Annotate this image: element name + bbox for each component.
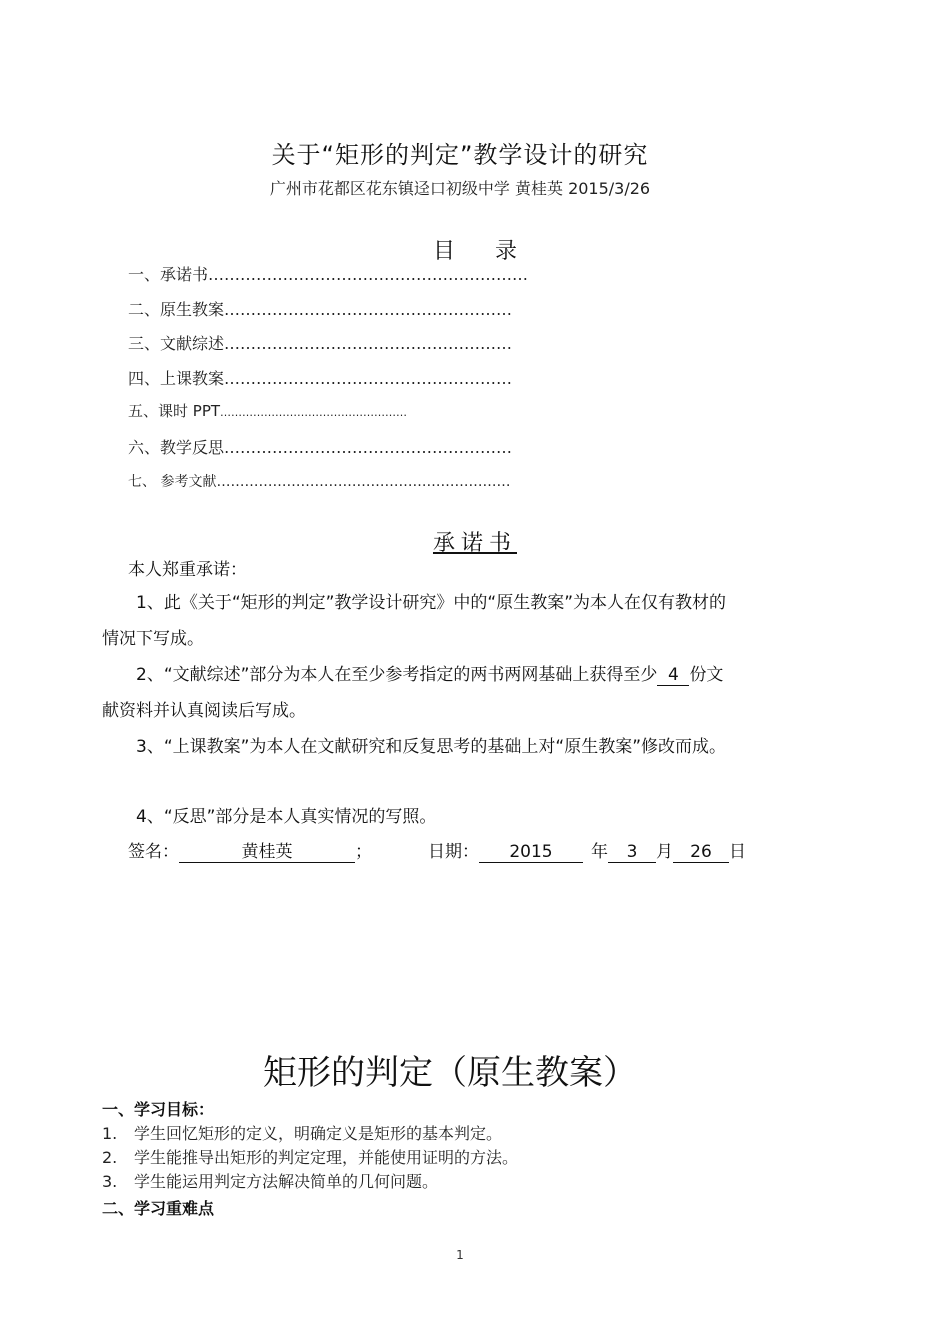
toc-item xyxy=(128,400,407,421)
date-month-unit: 月 xyxy=(656,842,673,862)
toc-item-dots: …………………………………………… xyxy=(220,406,408,419)
toc-item xyxy=(128,366,512,389)
signature-separator: ； xyxy=(355,842,372,862)
pledge-title: 承诺书 xyxy=(432,531,517,556)
pledge-count-field: 4 xyxy=(657,665,689,686)
list-item xyxy=(102,1121,502,1144)
toc-item xyxy=(128,331,512,354)
toc-item xyxy=(128,297,512,320)
section-heading-key-points: 二、学习重难点 xyxy=(102,1199,215,1218)
list-item-number: 2. xyxy=(102,1148,118,1167)
toc-item-dots: ……………………………………………………… xyxy=(216,474,511,490)
date-label: 日期： xyxy=(428,842,479,862)
toc-item-label: 五、课时 PPT xyxy=(128,402,221,420)
toc-item-label: 三、文献综述 xyxy=(128,334,225,353)
toc-item-label: 二、原生教案 xyxy=(128,300,225,319)
list-item-text: 学生能运用判定方法解决简单的几何问题。 xyxy=(134,1172,439,1191)
toc-item-label: 七、 参考文献 xyxy=(128,474,217,490)
date-year-field: 2015 xyxy=(479,842,583,863)
toc-item-dots: ……………………………………………… xyxy=(224,300,513,319)
signature-label: 签名： xyxy=(128,842,179,862)
list-item xyxy=(102,1145,518,1168)
date-day-unit: 日 xyxy=(729,842,746,862)
pledge-item-1-line1: 1、此《关于“矩形的判定”教学设计研究》中的“原生教案”为本人在仅有教材的 xyxy=(136,593,727,613)
pledge-item-1-line2: 情况下写成。 xyxy=(102,629,204,649)
pledge-intro: 本人郑重承诺： xyxy=(128,560,247,580)
toc-item xyxy=(128,471,510,491)
pledge-item-4: 4、“反思”部分是本人真实情况的写照。 xyxy=(136,807,437,827)
toc-item-label: 四、上课教案 xyxy=(128,369,225,388)
toc-item-label: 六、教学反思 xyxy=(128,438,225,457)
pledge-item-2-text: 2、“文献综述”部分为本人在至少参考指定的两书两网基础上获得至少 xyxy=(136,665,658,685)
toc-heading-left: 目 xyxy=(432,239,455,264)
pledge-item-2-unit: 份文 xyxy=(689,665,724,685)
list-item-text: 学生回忆矩形的定义，明确定义是矩形的基本判定。 xyxy=(134,1124,503,1143)
document-title: 关于“矩形的判定”教学设计的研究 xyxy=(271,141,649,169)
toc-heading-right: 录 xyxy=(495,239,518,264)
document-subtitle: 广州市花都区花东镇迳口初级中学 黄桂英 2015/3/26 xyxy=(269,179,651,198)
pledge-item-3: 3、“上课教案”为本人在文献研究和反复思考的基础上对“原生教案”修改而成。 xyxy=(136,737,727,757)
toc-item-label: 一、承诺书 xyxy=(128,265,209,284)
date-year-unit: 年 xyxy=(591,842,608,862)
date-month-field: 3 xyxy=(608,842,656,863)
pledge-item-2-line1 xyxy=(136,660,723,686)
date-day-field: 26 xyxy=(673,842,729,863)
toc-item xyxy=(128,262,528,285)
signature-row xyxy=(128,837,746,863)
list-item-number: 1. xyxy=(102,1124,118,1143)
toc-item-dots: …………………………………………………… xyxy=(208,265,529,284)
toc-item-dots: ……………………………………………… xyxy=(224,438,513,457)
list-item xyxy=(102,1169,438,1192)
page-number: 1 xyxy=(456,1248,464,1262)
signature-field: 黄桂英 xyxy=(179,842,355,863)
pledge-item-2-line2: 献资料并认真阅读后写成。 xyxy=(102,701,306,721)
toc-heading xyxy=(0,234,950,265)
toc-item-dots: ……………………………………………… xyxy=(224,369,513,388)
toc-item xyxy=(128,435,512,458)
lesson-title: 矩形的判定（原生教案） xyxy=(263,1053,637,1093)
section-heading-goals: 一、学习目标： xyxy=(102,1100,215,1119)
list-item-number: 3. xyxy=(102,1172,118,1191)
toc-item-dots: ……………………………………………… xyxy=(224,334,513,353)
list-item-text: 学生能推导出矩形的判定定理，并能使用证明的方法。 xyxy=(134,1148,519,1167)
